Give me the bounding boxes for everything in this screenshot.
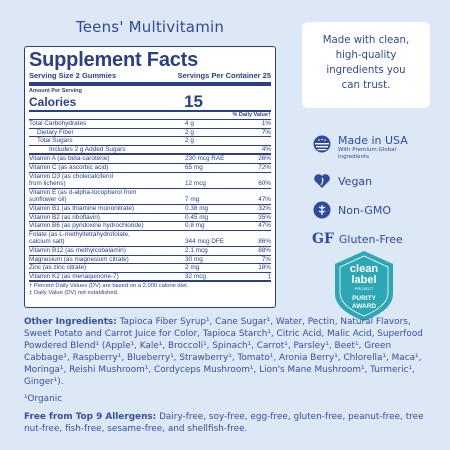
clean-ingredients-card: [302, 22, 430, 108]
facts-row: [29, 231, 271, 239]
nutrient-name: Vitamin C (as ascorbic acid): [29, 163, 109, 171]
supplement-facts-panel: [24, 46, 276, 308]
facts-row: [29, 173, 271, 181]
facts-row: [29, 164, 271, 173]
nutrient-amount: [185, 189, 243, 197]
serving-size: Serving Size 2 Gummies: [29, 71, 117, 80]
nutrient-dv: 26%: [258, 155, 271, 163]
facts-rows: [29, 120, 271, 282]
nutrient-dv: ‡: [267, 272, 271, 280]
non-gmo-icon: [312, 200, 332, 220]
nutrient-dv: [243, 173, 271, 181]
facts-row: [29, 137, 271, 146]
badge-line: PURITY: [352, 295, 376, 302]
facts-row: [29, 155, 271, 164]
claim-made-in-usa: [312, 134, 408, 161]
facts-row: [29, 189, 271, 197]
facts-row: [29, 273, 271, 283]
facts-title: Supplement Facts: [29, 49, 199, 71]
facts-row: [29, 238, 271, 247]
card-line: ingredients you: [326, 65, 406, 76]
footnote-not-established: ‡ Daily Value (DV) not established.: [29, 290, 119, 297]
facts-row: [29, 214, 271, 223]
card-line: can trust.: [341, 80, 391, 91]
claim-non-gmo: [312, 200, 391, 220]
nutrient-amount: [185, 231, 243, 239]
badge-line: label: [351, 274, 377, 286]
organic-note: ¹Organic: [24, 394, 63, 404]
claim-usa-label: Made in USA: [338, 134, 408, 147]
other-ingredients-text: Tapioca Fiber Syrup¹, Cane Sugar¹, Water, Pectin, Natural Flavors, Sweet Potato and Carrot Juice for Color, Tapioca Starch¹, Citric Acid, Malic Acid, Superfood Powdered Blend¹ (Apple¹, Kale¹, Broccoli¹, Spinach¹, Carrot¹, Parsley¹, Beet¹, Green Cabbage¹, Raspberry¹, Blueberry¹, Strawberry¹, Tomato¹, Aronia Berry¹, Chlorella¹, Maca¹, Moringa¹, Reishi Mushroom¹, Cordyceps Mushroom¹, Lion's Mane Mushroom¹, Turmeric¹, Ginger¹).: [24, 317, 423, 387]
calories-value: 15: [184, 92, 203, 111]
nutrient-name: Dietary Fiber: [37, 128, 74, 136]
badge-line: PROJECT: [354, 286, 374, 291]
nutrient-dv: 47%: [258, 196, 271, 204]
nutrient-name: Vitamin A (as beta-carotene): [29, 155, 110, 163]
claim-gluten-free: [312, 229, 403, 249]
nutrient-name: sunflower oil): [29, 196, 67, 204]
nutrient-name: from lichens): [29, 180, 66, 188]
nutrient-dv: 72%: [258, 163, 271, 171]
calories-row: [29, 92, 271, 112]
nutrient-amount: 230 mcg RAE: [185, 155, 225, 163]
nutrient-name: Magnesium (as magnesium citrate): [29, 255, 129, 263]
nutrient-name: Vitamin B2 (as riboflavin): [29, 213, 100, 221]
usa-flag-icon: [312, 134, 332, 154]
nutrient-dv: 18%: [258, 264, 271, 272]
product-title: Teens' Multivitamin: [75, 18, 225, 36]
nutrient-amount: 2 mg: [185, 264, 200, 272]
claim-usa-sub: With Premium Global: [338, 147, 397, 153]
clean-label-purity-award-badge: [331, 250, 397, 322]
footnote-dv: † Percent Daily Values (DV) are based on a 2,000 calorie diet.: [29, 283, 189, 290]
facts-row: [29, 129, 271, 138]
facts-row: [29, 120, 271, 129]
facts-row: [29, 146, 271, 156]
nutrient-dv: 47%: [258, 222, 271, 230]
claim-vegan-label: Vegan: [338, 174, 373, 188]
nutrient-amount: 30 mg: [185, 255, 203, 263]
nutrient-dv: 32%: [258, 204, 271, 212]
nutrient-amount: 12 mcg: [185, 180, 206, 188]
nutrient-amount: 0.38 mg: [185, 204, 209, 212]
nutrient-amount: [185, 173, 243, 181]
nutrient-dv: 60%: [258, 180, 271, 188]
nutrient-amount: 4 g: [185, 120, 194, 127]
badge-line: clean: [349, 263, 379, 275]
nutrient-name: Folate (as L-methyltetrahydrofolate,: [29, 230, 130, 238]
claim-gluten-free-label: Gluten-Free: [338, 232, 403, 246]
allergen-statement: [24, 411, 429, 435]
claim-usa-sub: Ingredients: [338, 154, 370, 160]
facts-row: [29, 222, 271, 231]
nutrient-dv: 1%: [261, 120, 271, 127]
nutrient-dv: 4%: [261, 145, 271, 153]
servings-per-container: Servings Per Container 25: [177, 71, 271, 80]
facts-row: [29, 180, 271, 189]
nutrient-name: Vitamin D3 (as cholecalciferol: [29, 172, 114, 180]
claim-vegan: [312, 171, 372, 191]
nutrient-amount: 65 mg: [185, 163, 203, 171]
nutrient-name: Total Sugars: [37, 137, 73, 145]
badge-line: AWARD: [351, 303, 377, 310]
nutrient-amount: 0.45 mg: [185, 213, 209, 221]
amount-per-serving: Amount Per Serving: [29, 88, 82, 94]
nutrient-name: Total Carbohydrates: [29, 120, 87, 127]
serving-info: [29, 71, 271, 86]
facts-row: [29, 196, 271, 205]
facts-row: [29, 264, 271, 273]
nutrient-amount: 2 g: [185, 137, 194, 145]
facts-row: [29, 256, 271, 265]
nutrient-name: Vitamin B6 (as pyridoxine hydrochloride): [29, 222, 144, 230]
facts-row: [29, 247, 271, 256]
nutrient-amount: [185, 146, 243, 154]
card-line: high-quality: [335, 50, 397, 61]
nutrient-dv: [243, 189, 271, 197]
nutrient-amount: 32 mcg: [185, 272, 206, 280]
nutrient-name: Vitamin E (as d-alpha-tocopherol from: [29, 188, 137, 196]
nutrient-amount: 344 mcg DFE: [185, 238, 225, 246]
nutrient-name: Includes 2 g Added Sugars: [49, 145, 126, 153]
nutrient-dv: 7%: [261, 255, 271, 263]
allergen-label: Free from Top 9 Allergens:: [24, 412, 157, 422]
card-line: Made with clean,: [322, 35, 410, 46]
nutrient-amount: 7 mg: [185, 196, 200, 204]
nutrient-dv: 86%: [258, 238, 271, 246]
nutrient-name: Vitamin K2 (as menaquinone-7): [29, 272, 119, 280]
other-ingredients: [24, 316, 434, 388]
nutrient-amount: 0.8 mg: [185, 222, 205, 230]
nutrient-name: Vitamin B12 (as methylcobalamin): [29, 246, 126, 254]
other-ingredients-label: Other Ingredients:: [24, 317, 117, 327]
nutrient-name: calcium salt): [29, 238, 65, 246]
nutrient-amount: 2 g: [185, 128, 194, 136]
nutrient-dv: 35%: [258, 213, 271, 221]
nutrient-name: Vitamin B1 (as thiamine mononitrate): [29, 204, 135, 212]
facts-row: [29, 205, 271, 214]
calories-label: Calories: [29, 95, 77, 109]
nutrient-amount: 2.1 mcg: [185, 246, 208, 254]
heart-icon: [312, 171, 332, 191]
nutrient-dv: [243, 231, 271, 239]
claim-non-gmo-label: Non-GMO: [338, 203, 391, 217]
nutrient-name: Zinc (as zinc citrate): [29, 264, 87, 272]
nutrient-dv: [243, 137, 271, 145]
allergen-text: Dairy-free, soy-free, egg-free, gluten-free, peanut-free, tree nut-free, fish-free, sesame-free, and shellfish-free.: [24, 412, 424, 434]
nutrient-dv: 7%: [261, 128, 271, 136]
nutrient-dv: 88%: [258, 246, 271, 254]
daily-value-header: % Daily Value†: [29, 112, 271, 120]
gf-icon: GF: [312, 231, 334, 247]
